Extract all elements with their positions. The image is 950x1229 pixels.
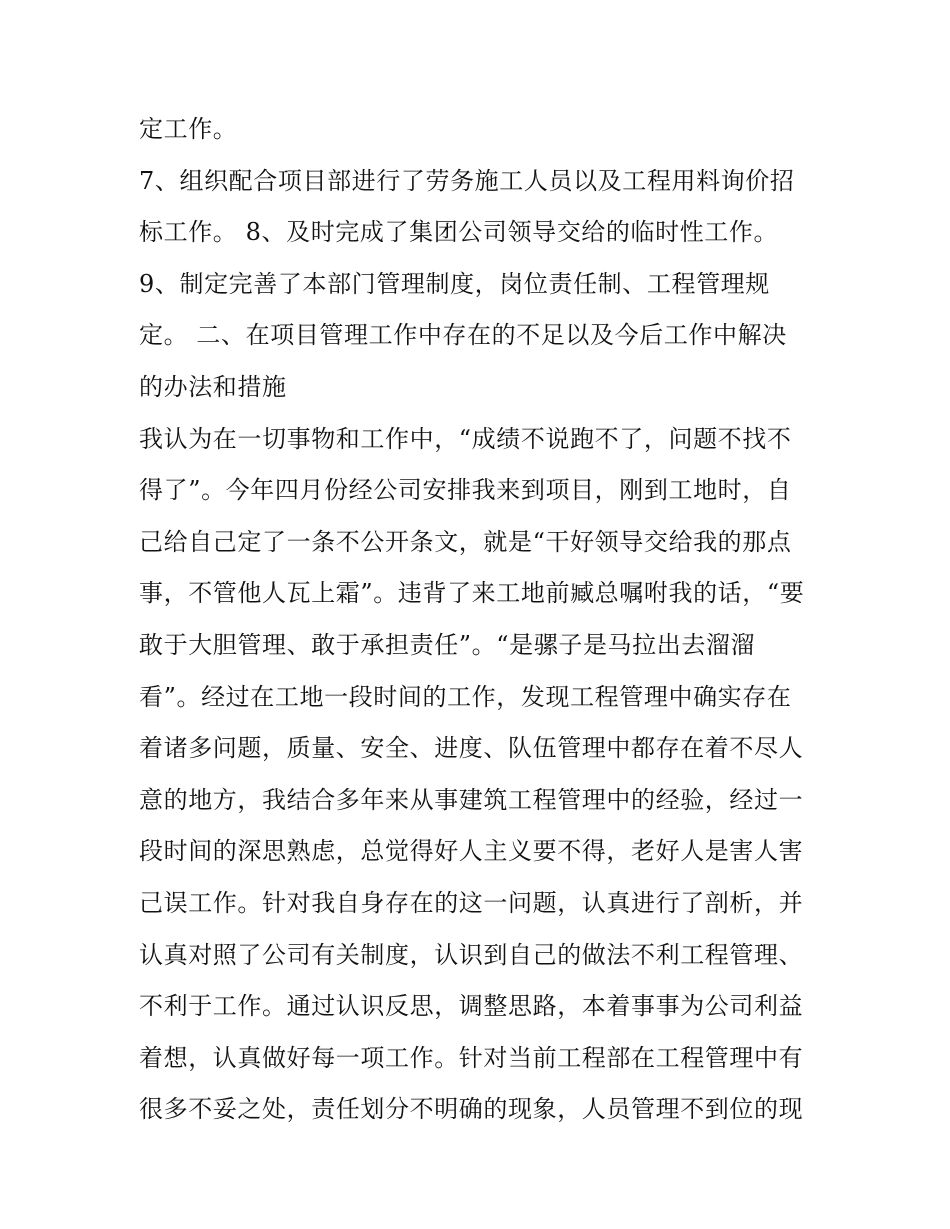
text-line: 定工作。	[139, 115, 238, 143]
text-line: 得了”。今年四月份经公司安排我来到项目，刚到工地时，自	[139, 476, 792, 505]
text-line: 认真对照了公司有关制度，认识到自己的做法不利工程管理、	[139, 940, 804, 969]
text-line: 段时间的深思熟虑，总觉得好人主义要不得，老好人是害人害	[139, 837, 804, 866]
text-line: 敢于大胆管理、敢于承担责任”。“是骡子是马拉出去溜溜	[139, 630, 756, 659]
text-line: 定。 二、在项目管理工作中存在的不足以及今后工作中解决	[139, 321, 787, 350]
text-line: 己误工作。针对我自身存在的这一问题，认真进行了剖析，并	[139, 888, 804, 917]
text-line: 意的地方，我结合多年来从事建筑工程管理中的经验，经过一	[139, 785, 804, 814]
text-line: 9、制定完善了本部门管理制度，岗位责任制、工程管理规	[139, 269, 770, 298]
text-line: 标工作。 8、及时完成了集团公司领导交给的临时性工作。	[139, 218, 779, 247]
text-line: 不利于工作。通过认识反思，调整思路，本着事事为公司利益	[139, 992, 804, 1021]
text-line: 着想，认真做好每一项工作。针对当前工程部在工程管理中有	[139, 1043, 804, 1072]
text-line: 的办法和措施	[139, 372, 287, 401]
text-line: 事，不管他人瓦上霜”。违背了来工地前臧总嘱咐我的话，“要	[139, 579, 805, 608]
text-line: 着诸多问题，质量、安全、进度、队伍管理中都存在着不尽人	[139, 734, 804, 763]
document-body	[139, 107, 829, 1139]
text-line: 看”。经过在工地一段时间的工作，发现工程管理中确实存在	[139, 682, 792, 711]
text-line: 我认为在一切事物和工作中，“成绩不说跑不了，问题不找不	[139, 424, 792, 453]
text-line: 己给自己定了一条不公开条文，就是“干好领导交给我的那点	[139, 527, 792, 556]
text-line: 7、组织配合项目部进行了劳务施工人员以及工程用料询价招	[139, 166, 795, 195]
text-line: 很多不妥之处，责任划分不明确的现象，人员管理不到位的现	[139, 1095, 804, 1124]
